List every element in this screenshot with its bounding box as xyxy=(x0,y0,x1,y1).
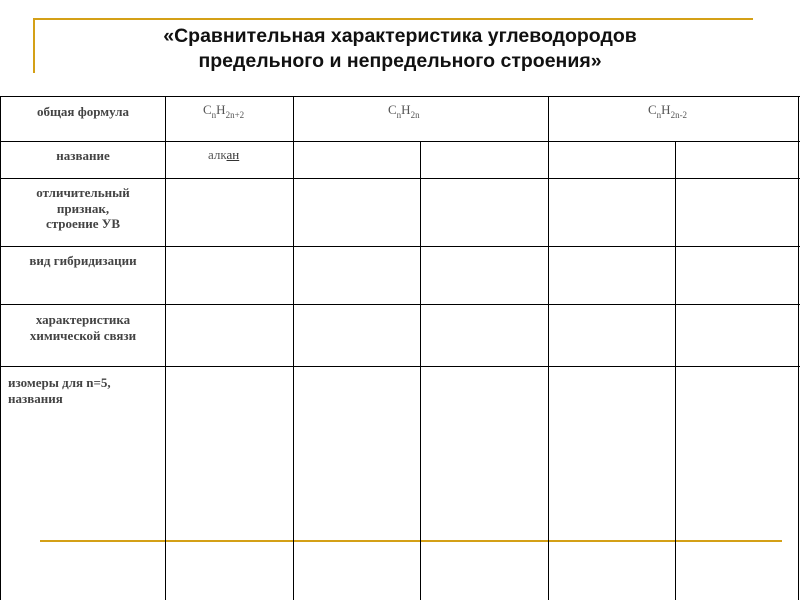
table-hline xyxy=(0,304,800,305)
row-header-feature-line-2: признак, xyxy=(56,200,110,216)
title-line-2: предельного и непредельного строения» xyxy=(198,50,602,72)
row-header-bond-line-1: характеристика xyxy=(35,312,131,327)
formula-alkane xyxy=(203,102,244,118)
formula-alkyne-c-sub: n xyxy=(656,110,662,120)
formula-alkane-c: C xyxy=(203,102,212,117)
bottom-gold-rule xyxy=(40,540,782,542)
slide-title xyxy=(40,24,760,74)
formula-alkane-c-sub: n xyxy=(211,110,217,120)
row-header-hybridization xyxy=(1,253,165,269)
table-vline xyxy=(293,96,294,600)
table-vline xyxy=(0,96,1,600)
table-hline xyxy=(0,366,800,367)
row-header-isomers-line-2: названия xyxy=(8,390,63,406)
table-vline xyxy=(165,96,166,600)
row-header-formula-label: общая формула xyxy=(36,104,130,119)
name-value-suffix: ан xyxy=(226,147,240,162)
formula-alkene-c: C xyxy=(388,102,397,117)
row-header-feature-line-3: строение УВ xyxy=(45,216,121,231)
row-header-feature xyxy=(1,185,165,232)
table-hline xyxy=(0,141,800,142)
formula-alkene-h-sub: 2n xyxy=(410,110,420,120)
formula-alkane-h-sub: 2n+2 xyxy=(225,110,245,120)
formula-alkene-c-sub: n xyxy=(396,110,402,120)
table-hline xyxy=(0,246,800,247)
table-vline xyxy=(548,96,549,600)
row-header-hybridization-label: вид гибридизации xyxy=(29,253,137,268)
row-header-feature-line-1: отличительный xyxy=(36,185,130,200)
table-vline xyxy=(420,141,421,600)
table-vline xyxy=(798,96,799,600)
row-header-name-label: название xyxy=(56,148,110,163)
left-gold-rule xyxy=(33,18,35,73)
row-header-bond-line-2: химической связи xyxy=(29,327,137,343)
table-hline xyxy=(0,96,800,97)
row-header-isomers-line-1: изомеры для n=5, xyxy=(8,375,111,390)
formula-alkyne xyxy=(648,102,687,118)
formula-alkyne-h: H xyxy=(661,102,671,117)
formula-alkyne-h-sub: 2n-2 xyxy=(670,110,688,120)
title-line-1: «Сравнительная характеристика углеводородов xyxy=(163,25,637,47)
formula-alkane-h: H xyxy=(216,102,226,117)
name-value-prefix: алк xyxy=(208,147,227,162)
table-vline xyxy=(675,141,676,600)
formula-alkene xyxy=(388,102,420,118)
table-hline xyxy=(0,178,800,179)
name-value-alkane xyxy=(208,147,239,163)
row-header-bond xyxy=(1,312,165,343)
row-header-formula xyxy=(1,104,165,120)
formula-alkene-h: H xyxy=(401,102,411,117)
formula-alkyne-c: C xyxy=(648,102,657,117)
row-header-isomers xyxy=(8,375,164,406)
row-header-name xyxy=(1,148,165,164)
top-gold-rule xyxy=(33,18,753,20)
